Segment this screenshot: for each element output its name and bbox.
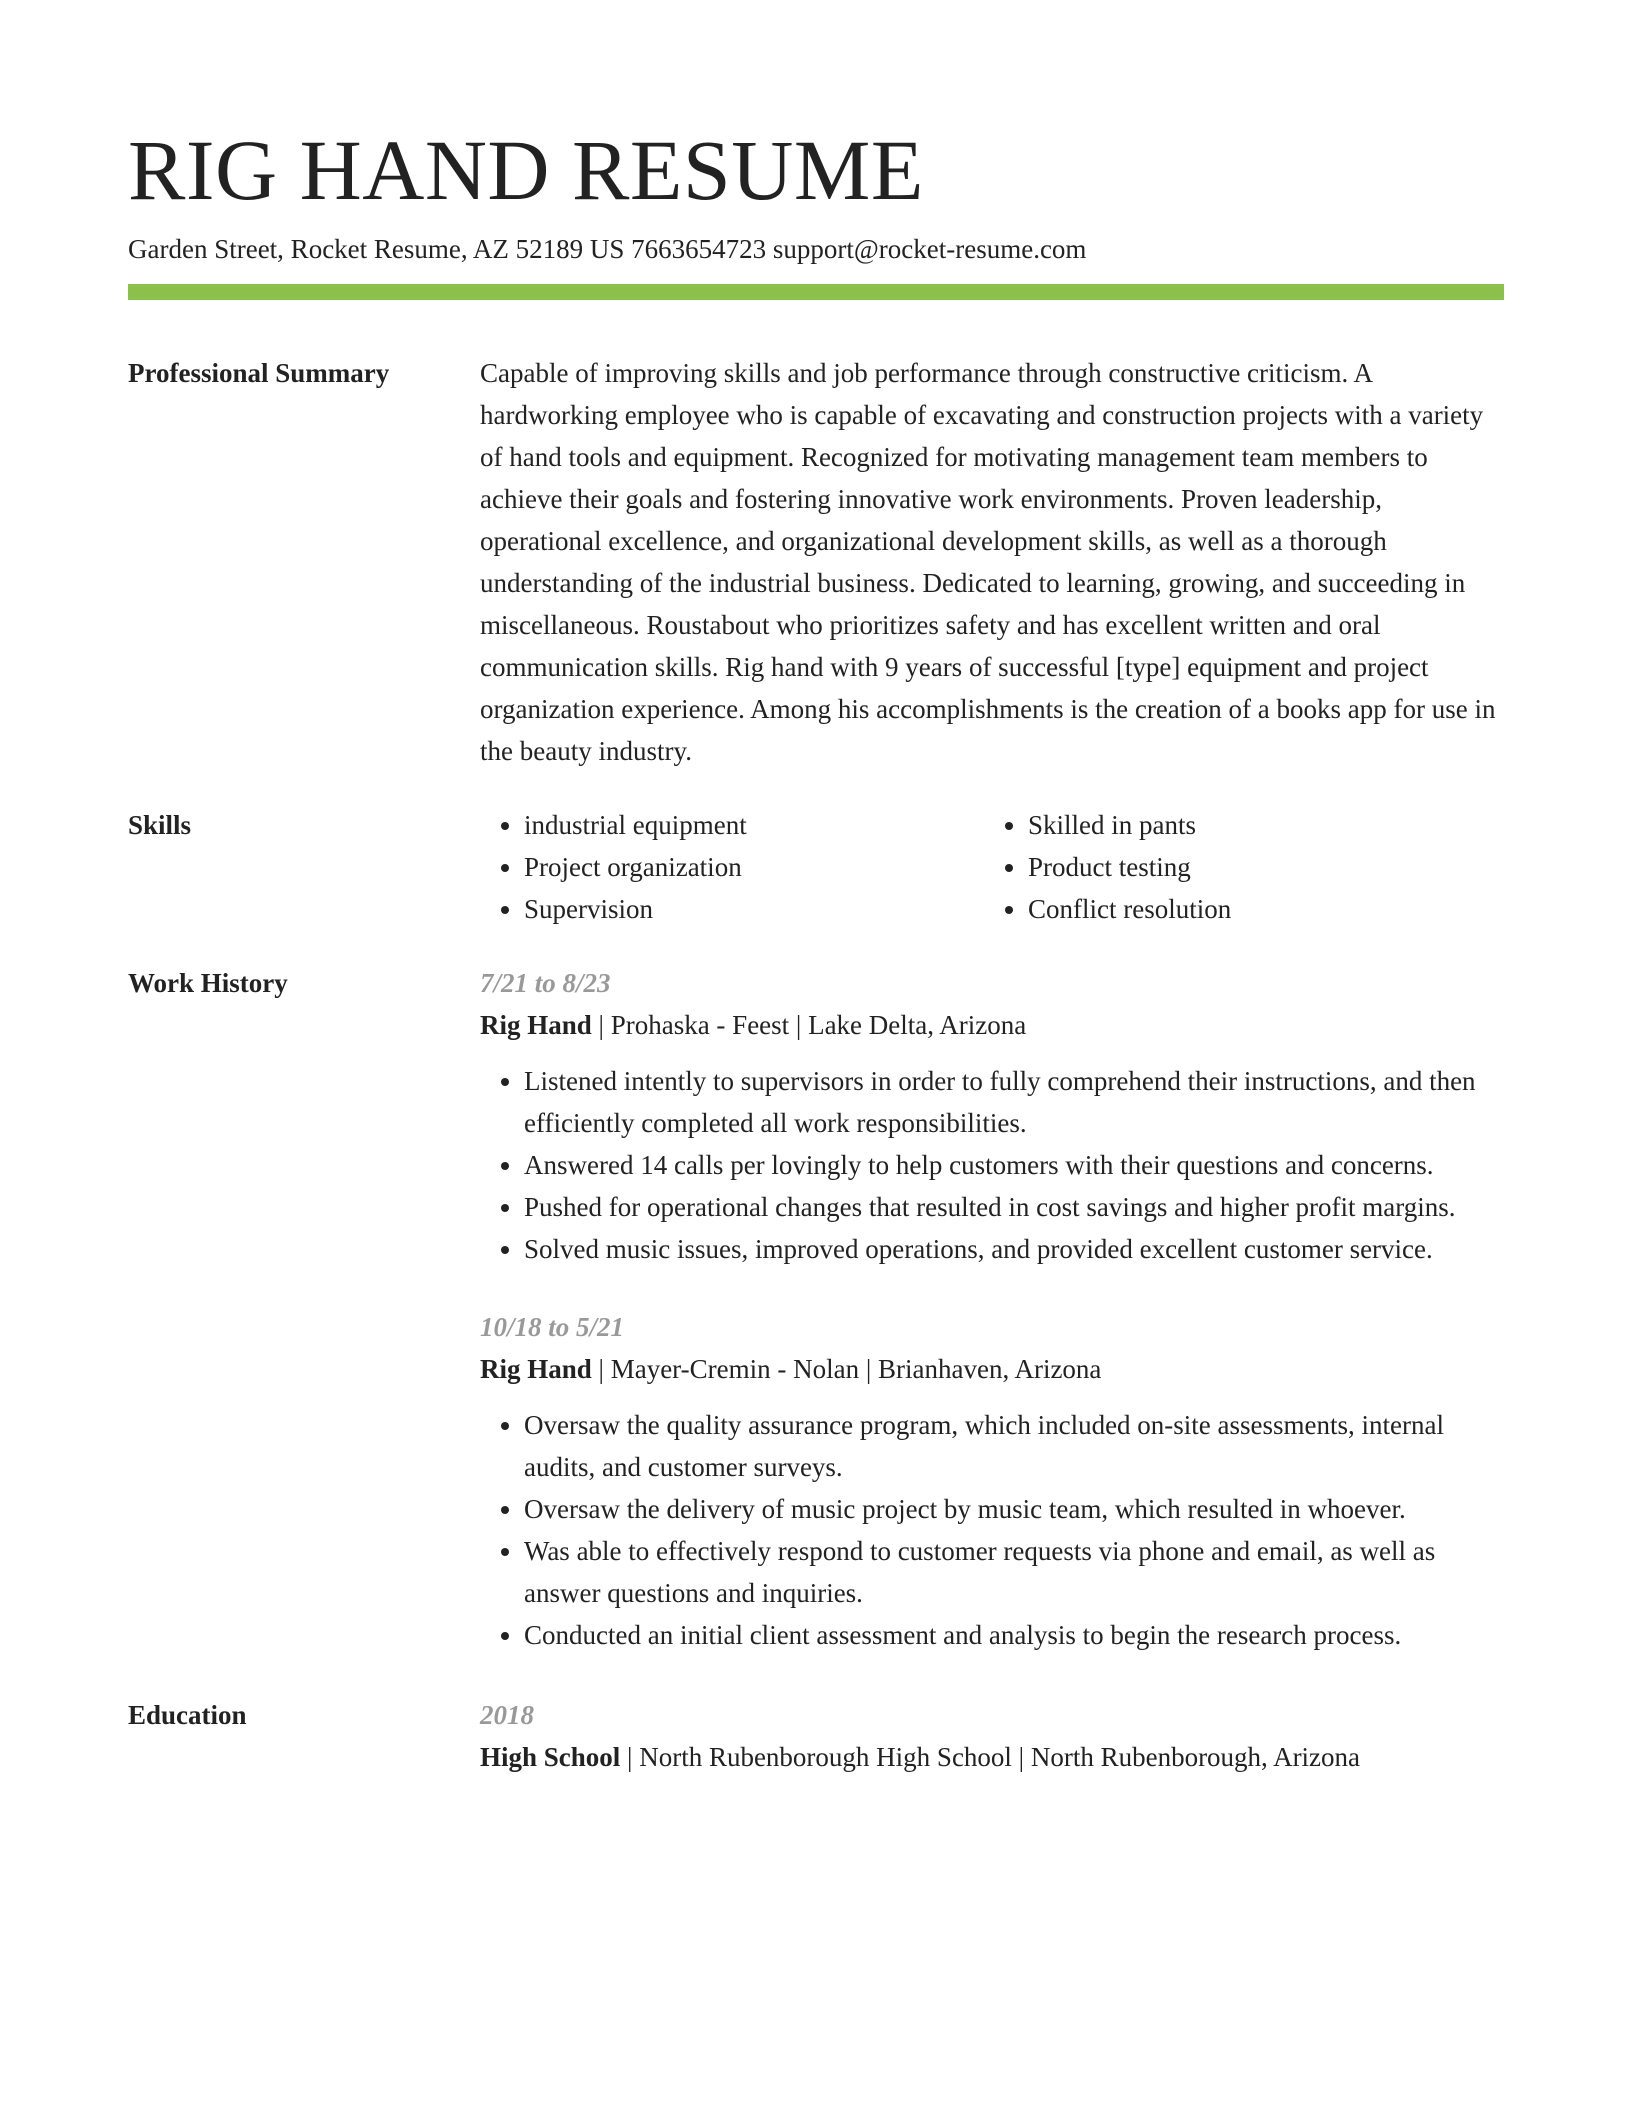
job-duty: • Oversaw the delivery of music project by music team, which resulted in whoever. — [524, 1488, 1504, 1530]
job-title: Rig Hand — [480, 1010, 592, 1040]
job-duty: • Pushed for operational changes that resulted in cost savings and higher profit margins. — [524, 1186, 1504, 1228]
job-duty: • Listened intently to supervisors in order to fully comprehend their instructions, and then efficiently completed all work responsibilities. — [524, 1060, 1504, 1144]
job-duty: • Was able to effectively respond to customer requests via phone and email, as well as answer questions and inquiries. — [524, 1530, 1504, 1614]
skills-list — [480, 804, 1504, 930]
skill-item: • Supervision — [524, 888, 984, 930]
education-dates: 2018 — [480, 1700, 534, 1730]
job-heading — [480, 1004, 1504, 1046]
job-dates: 10/18 to 5/21 — [480, 1312, 625, 1342]
section-label-skills: Skills — [128, 810, 192, 840]
section-label-education: Education — [128, 1700, 247, 1730]
section-label-work: Work History — [128, 968, 288, 998]
job-duty: • Oversaw the quality assurance program, which included on-site assessments, internal audits, and customer surveys. — [524, 1404, 1504, 1488]
summary-text: Capable of improving skills and job performance through constructive criticism. A hardworking employee who is capable of excavating and construction projects with a variety of hand tools and equipment. Recognized for motivating management team members to achieve their goals and fostering innovative work environments. Proven leadership, operational excellence, and organizational development skills, as well as a thorough understanding of the industrial business. Dedicated to learning, growing, and succeeding in miscellaneous. Roustabout who prioritizes safety and has excellent written and oral communication skills. Rig hand with 9 years of successful [type] equipment and project organization experience. Among his accomplishments is the creation of a books app for use in the beauty industry. — [480, 358, 1496, 766]
education-degree: High School — [480, 1742, 621, 1772]
skill-item: • industrial equipment — [524, 804, 984, 846]
skills-column-2 — [984, 804, 1488, 930]
contact-line: Garden Street, Rocket Resume, AZ 52189 US 7663654723 support@rocket-resume.com — [128, 234, 1087, 264]
skill-item: • Conflict resolution — [1028, 888, 1488, 930]
work-history-section — [128, 962, 1504, 1656]
job-heading — [480, 1348, 1504, 1390]
education-school-location: | North Rubenborough High School | North Rubenborough, Arizona — [620, 1742, 1361, 1772]
job-employer-location: | Prohaska - Feest | Lake Delta, Arizona — [591, 1010, 1027, 1040]
skill-item: • Product testing — [1028, 846, 1488, 888]
skills-column-1 — [480, 804, 984, 930]
education-section — [128, 1694, 1504, 1778]
job-duty: • Conducted an initial client assessment and analysis to begin the research process. — [524, 1614, 1504, 1656]
job-entry — [480, 1306, 1504, 1656]
resume-page — [128, 118, 1504, 1778]
header-divider — [128, 284, 1504, 300]
job-duties — [480, 1404, 1504, 1656]
job-employer-location: | Mayer-Cremin - Nolan | Brianhaven, Arizona — [591, 1354, 1102, 1384]
skills-section — [128, 804, 1504, 930]
job-title: Rig Hand — [480, 1354, 592, 1384]
work-history-list — [480, 962, 1504, 1656]
job-duties — [480, 1060, 1504, 1270]
professional-summary-section — [128, 352, 1504, 772]
job-dates: 7/21 to 8/23 — [480, 968, 611, 998]
skill-item: • Skilled in pants — [1028, 804, 1488, 846]
skill-item: • Project organization — [524, 846, 984, 888]
job-duty: • Answered 14 calls per lovingly to help customers with their questions and concerns. — [524, 1144, 1504, 1186]
job-entry — [480, 962, 1504, 1270]
education-entry — [480, 1694, 1504, 1778]
job-duty: • Solved music issues, improved operations, and provided excellent customer service. — [524, 1228, 1504, 1270]
resume-title: RIG HAND RESUME — [128, 122, 924, 218]
section-label-summary: Professional Summary — [128, 358, 390, 388]
education-heading — [480, 1736, 1504, 1778]
